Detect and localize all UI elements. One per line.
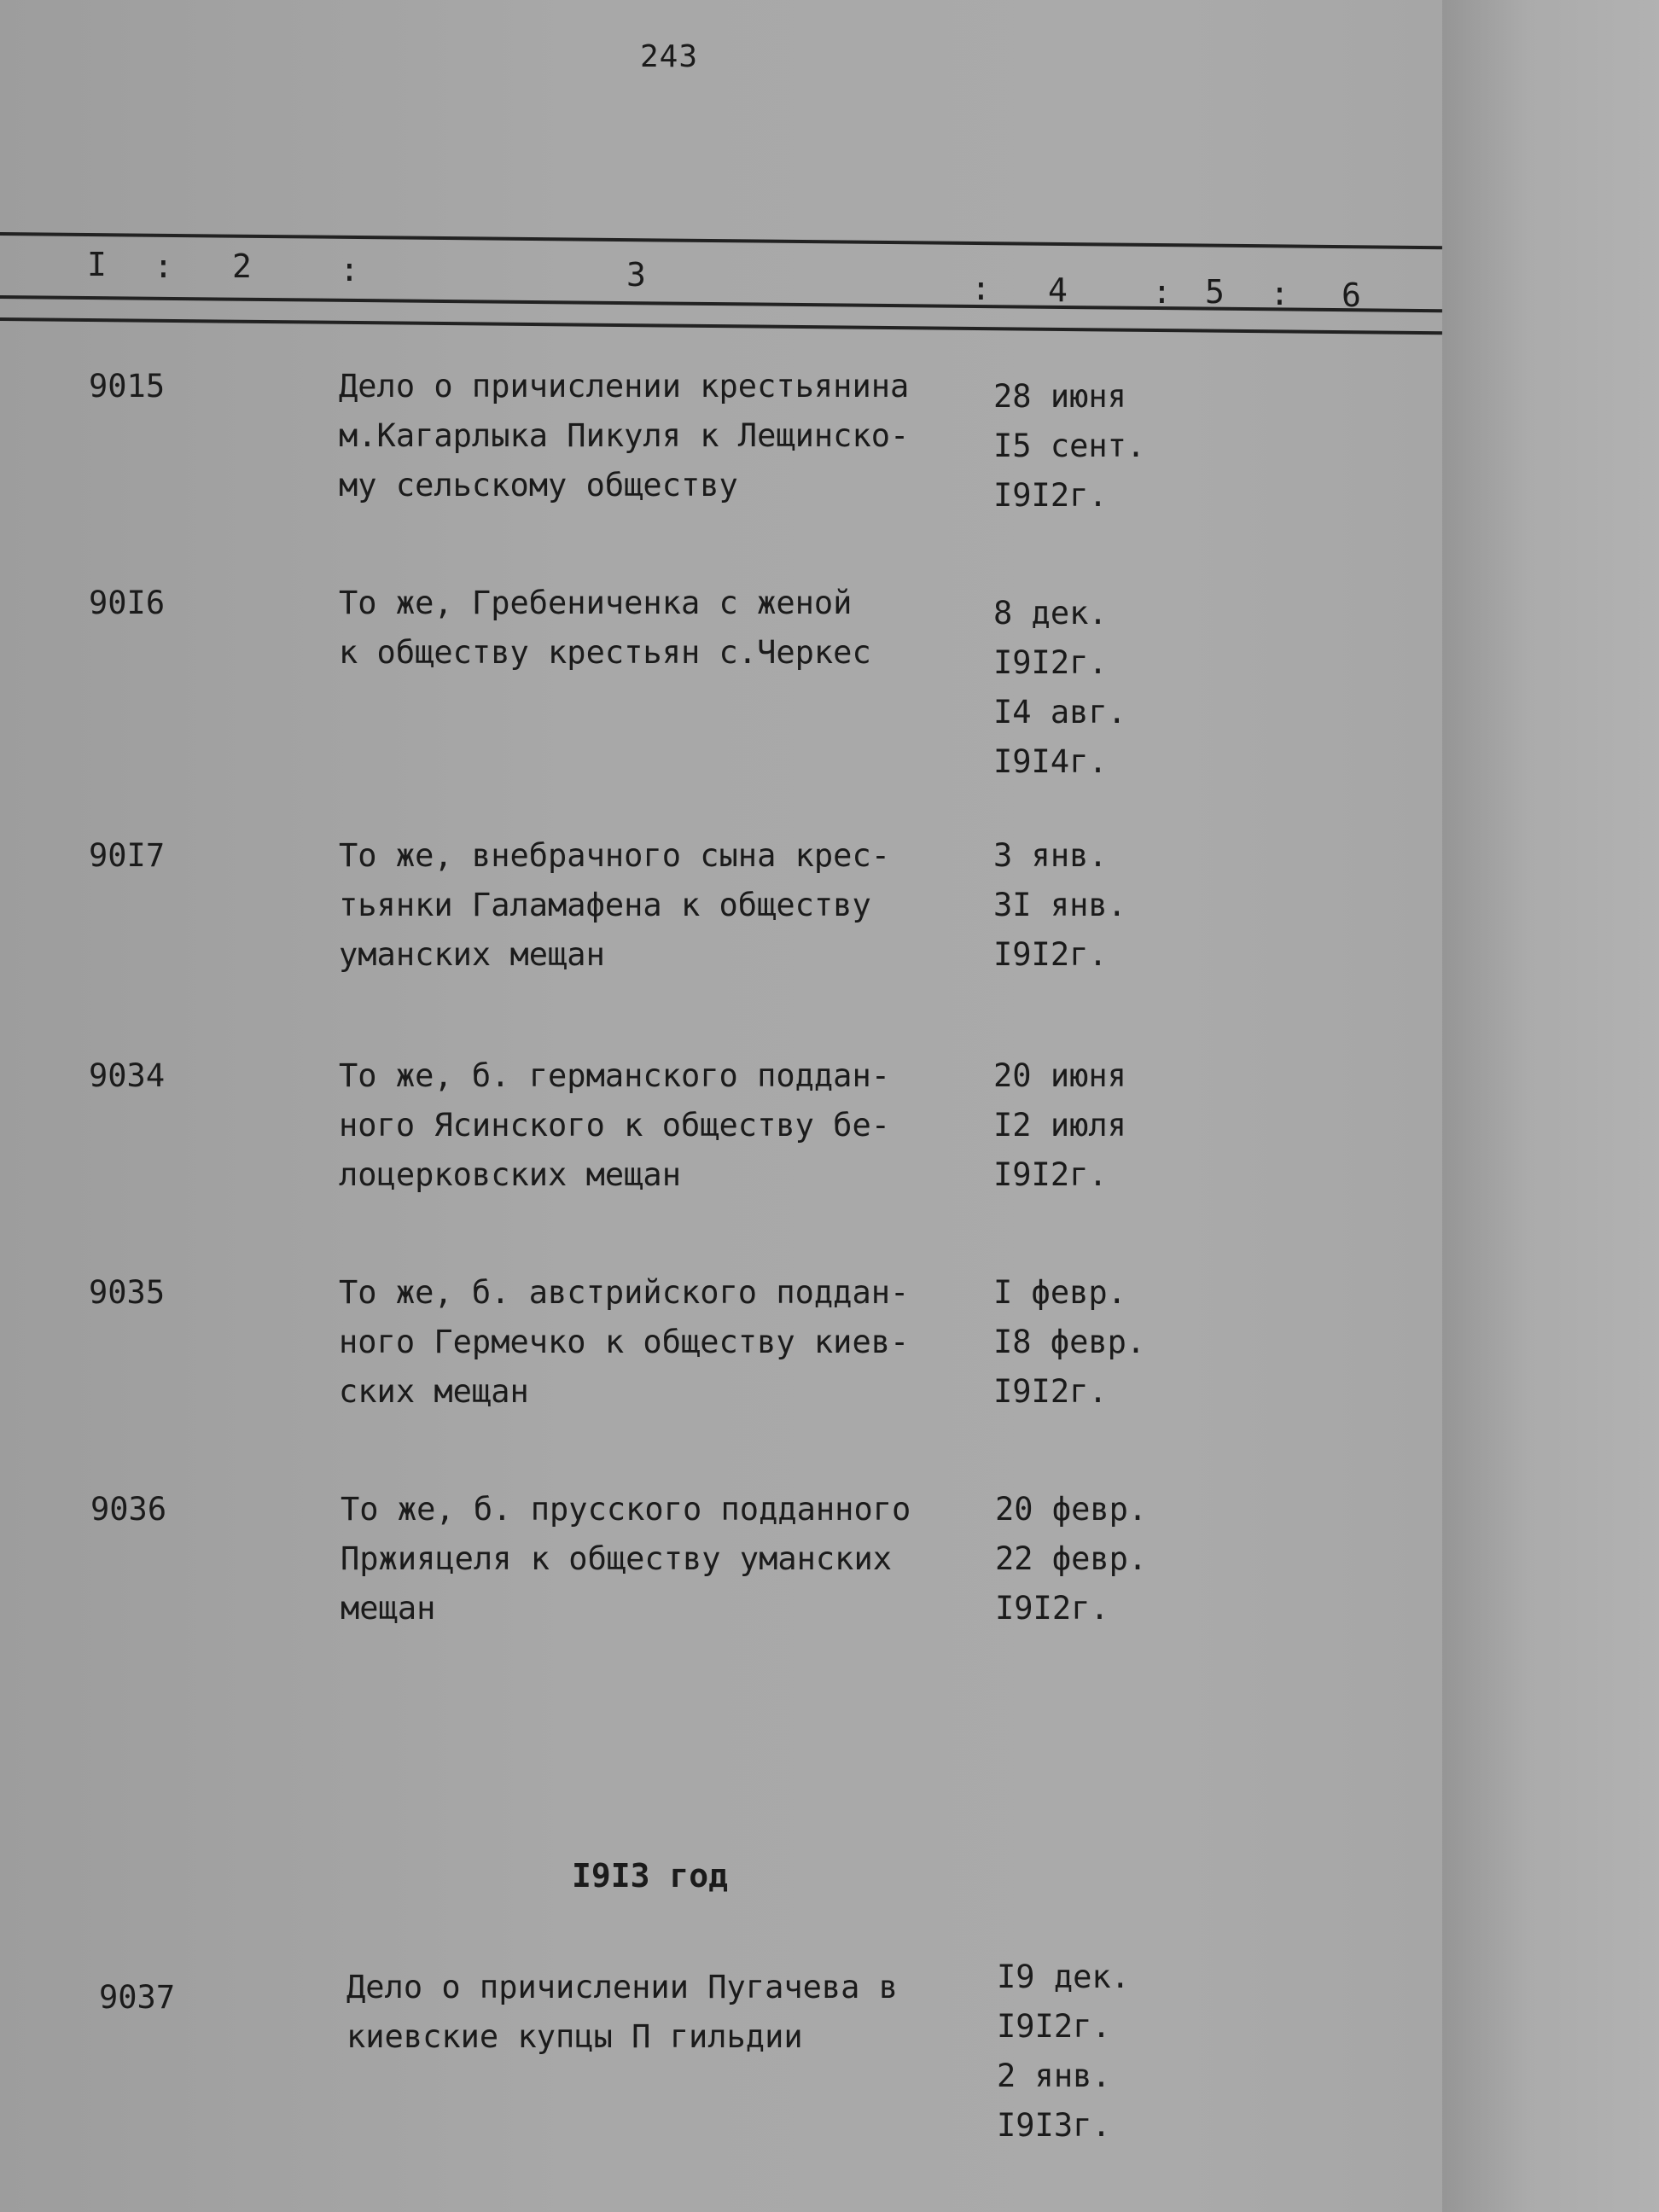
- record-number: 9035: [89, 1274, 166, 1311]
- record-description: [339, 1051, 987, 1200]
- record-dates: [997, 1953, 1130, 2151]
- description-line: ного Гермечко к обществу киев-: [339, 1324, 910, 1360]
- description-line: уманских мещан: [339, 936, 605, 973]
- description-line: То же, б. германского поддан-: [339, 1057, 891, 1094]
- column-header-1: I: [87, 246, 107, 283]
- date-line: I5 сент.: [993, 428, 1146, 464]
- date-line: 22 февр.: [995, 1540, 1148, 1577]
- date-line: 2 янв.: [997, 2058, 1111, 2094]
- date-line: I9I2г.: [993, 477, 1108, 514]
- record-description: [339, 579, 987, 678]
- date-line: I февр.: [993, 1274, 1126, 1311]
- record-dates: [993, 1051, 1126, 1200]
- date-line: I9I3г.: [997, 2107, 1111, 2144]
- record-dates: [993, 1268, 1145, 1417]
- record-dates: [993, 831, 1126, 980]
- column-separator: :: [154, 247, 173, 285]
- description-line: Дело о причислении крестьянина: [339, 368, 910, 405]
- date-line: I9I4г.: [993, 743, 1108, 780]
- description-line: Пржияцеля к обществу уманских: [341, 1540, 893, 1577]
- column-separator: :: [1270, 275, 1289, 312]
- date-line: 3I янв.: [993, 887, 1126, 923]
- description-line: ного Ясинского к обществу бе-: [339, 1107, 891, 1144]
- column-header-5: 5: [1205, 273, 1225, 311]
- description-line: То же, Гребениченка с женой: [339, 585, 853, 621]
- date-line: I9I2г.: [993, 1373, 1108, 1410]
- record-number: 9034: [89, 1057, 166, 1094]
- record-dates: [993, 372, 1145, 521]
- date-line: I9I2г.: [995, 1590, 1109, 1627]
- date-line: 8 дек.: [993, 595, 1108, 632]
- description-line: мещан: [341, 1590, 436, 1627]
- description-line: м.Кагарлыка Пикуля к Лещинско-: [339, 417, 910, 454]
- date-line: 20 июня: [993, 1057, 1126, 1094]
- record-number: 9037: [99, 1979, 176, 2016]
- table-header-rule: [0, 295, 1442, 312]
- description-line: ских мещан: [339, 1373, 529, 1410]
- record-number: 90I7: [89, 837, 166, 874]
- date-line: I4 авг.: [993, 694, 1126, 731]
- description-line: киевские купцы П гильдии: [346, 2018, 803, 2055]
- description-line: То же, б. австрийского поддан-: [339, 1274, 910, 1311]
- record-description: [346, 1963, 995, 2062]
- column-separator: :: [1152, 273, 1172, 311]
- record-description: [339, 362, 987, 510]
- description-line: лоцерковских мещан: [339, 1156, 681, 1193]
- date-line: I9I2г.: [993, 644, 1108, 681]
- year-heading: I9I3 год: [572, 1857, 729, 1895]
- record-dates: [995, 1485, 1147, 1633]
- column-separator: :: [971, 270, 991, 307]
- record-dates: [993, 589, 1126, 787]
- date-line: I9I2г.: [997, 2008, 1111, 2045]
- record-description: [339, 831, 987, 980]
- record-number: 90I6: [89, 585, 166, 621]
- description-line: Дело о причислении Пугачева в: [346, 1969, 899, 2005]
- description-line: му сельскому обществу: [339, 467, 738, 504]
- description-line: к обществу крестьян с.Черкес: [339, 634, 871, 671]
- column-header-3: 3: [626, 256, 646, 294]
- record-number: 9036: [90, 1491, 167, 1528]
- date-line: I9 дек.: [997, 1959, 1130, 1995]
- table-header-bottom-rule: [0, 317, 1442, 335]
- date-line: I9I2г.: [993, 1156, 1108, 1193]
- column-header-4: 4: [1048, 271, 1068, 309]
- date-line: 3 янв.: [993, 837, 1108, 874]
- table-top-rule: [0, 232, 1442, 249]
- description-line: То же, внебрачного сына крес-: [339, 837, 891, 874]
- record-description: [341, 1485, 989, 1633]
- date-line: 20 февр.: [995, 1491, 1148, 1528]
- page-number: 243: [640, 39, 699, 74]
- date-line: 28 июня: [993, 378, 1126, 415]
- column-separator: :: [340, 251, 359, 288]
- date-line: I9I2г.: [993, 936, 1108, 973]
- column-header-6: 6: [1342, 276, 1361, 314]
- column-header-2: 2: [232, 247, 252, 285]
- description-line: тьянки Галамафена к обществу: [339, 887, 871, 923]
- date-line: I8 февр.: [993, 1324, 1146, 1360]
- date-line: I2 июля: [993, 1107, 1126, 1144]
- page-edge-shadow: [1442, 0, 1659, 2212]
- description-line: То же, б. прусского подданного: [341, 1491, 911, 1528]
- record-number: 9015: [89, 368, 166, 405]
- record-description: [339, 1268, 987, 1417]
